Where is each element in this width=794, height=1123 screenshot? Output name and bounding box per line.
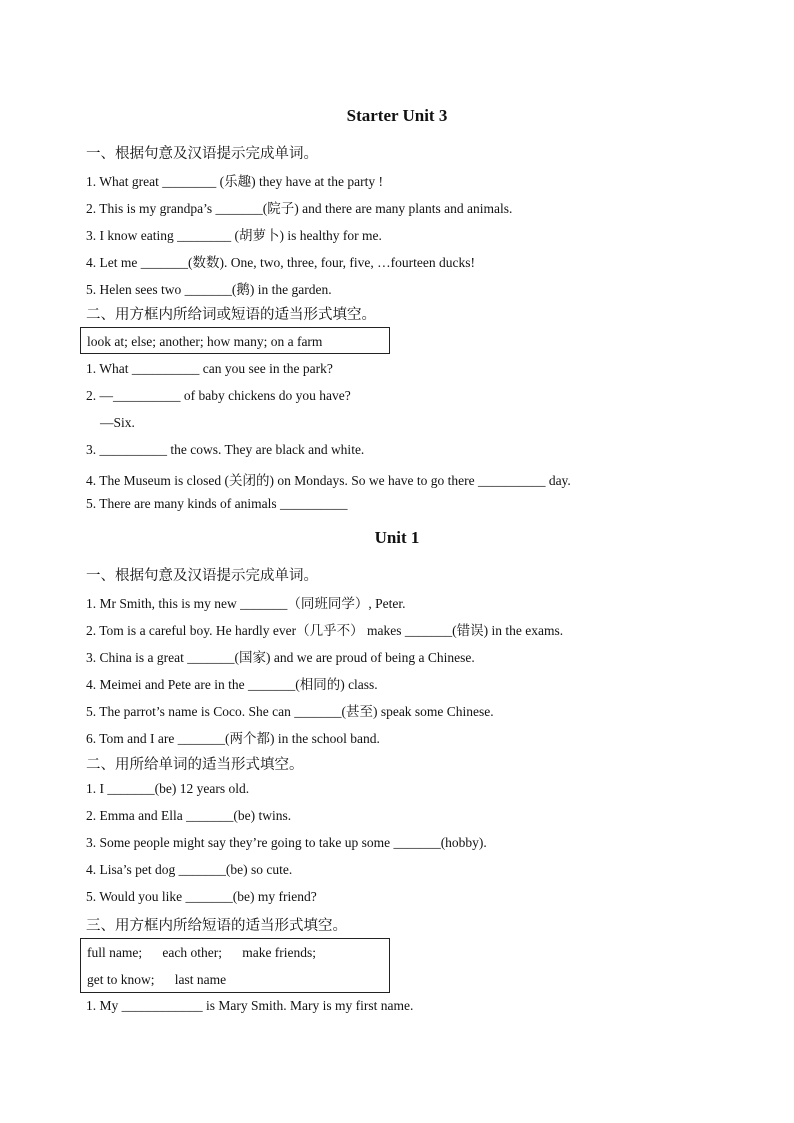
unit1-s2-q2: 2. Emma and Ella _______(be) twins. [86,808,292,823]
starter-s1-q2: 2. This is my grandpa’s _______(院子) and there are many plants and animals. [86,201,513,216]
unit1-section3-heading: 三、用方框内所给短语的适当形式填空。 [86,918,347,934]
unit1-s3-q1: 1. My ____________ is Mary Smith. Mary is my first name. [86,998,414,1013]
unit1-s2-q1: 1. I _______(be) 12 years old. [86,781,250,796]
unit1-phrase-box [80,938,390,993]
starter-s1-q1: 1. What great ________ (乐趣) they have at the party ! [86,174,384,189]
unit1-s1-q5: 5. The parrot’s name is Coco. She can _______(甚至) speak some Chinese. [86,704,494,719]
starter-section1-heading: 一、根据句意及汉语提示完成单词。 [86,146,318,162]
phrase-box-line-2: get to know; last name [87,972,227,987]
starter-s2-q2: 2. —__________ of baby chickens do you have? [86,388,351,403]
unit1-section1-heading: 一、根据句意及汉语提示完成单词。 [86,568,318,584]
starter-s1-q3: 3. I know eating ________ (胡萝卜) is healthy for me. [86,228,382,243]
unit1-s1-q3: 3. China is a great _______(国家) and we are proud of being a Chinese. [86,650,475,665]
starter-s1-q5: 5. Helen sees two _______(鹅) in the garden. [86,282,332,297]
starter-s2-q4: 4. The Museum is closed (关闭的) on Mondays. So we have to go there __________ day. [86,473,571,488]
phrase-box-line-1: full name; each other; make friends; [87,945,317,960]
starter-s1-q4: 4. Let me _______(数数). One, two, three, four, five, …fourteen ducks! [86,255,475,270]
starter-section2-heading: 二、用方框内所给词或短语的适当形式填空。 [86,307,376,323]
unit1-s2-q5: 5. Would you like _______(be) my friend? [86,889,317,904]
starter-s2-q3: 3. __________ the cows. They are black and white. [86,442,365,457]
starter-word-box [80,327,390,354]
starter-s2-q1: 1. What __________ can you see in the park? [86,361,333,376]
unit1-s1-q1: 1. Mr Smith, this is my new _______（同班同学）, Peter. [86,596,406,611]
word-box-line: look at; else; another; how many; on a farm [87,334,323,349]
starter-unit-title: Starter Unit 3 [346,106,448,125]
starter-s2-q2-answer: —Six. [100,415,135,430]
unit1-s1-q6: 6. Tom and I are _______(两个都) in the school band. [86,731,380,746]
unit1-s2-q4: 4. Lisa’s pet dog _______(be) so cute. [86,862,293,877]
unit1-s1-q4: 4. Meimei and Pete are in the _______(相同的) class. [86,677,378,692]
unit1-s2-q3: 3. Some people might say they’re going to take up some _______(hobby). [86,835,487,850]
unit1-title: Unit 1 [374,528,420,547]
starter-s2-q5: 5. There are many kinds of animals __________ [86,496,348,511]
unit1-s1-q2: 2. Tom is a careful boy. He hardly ever（几乎不） makes _______(错误) in the exams. [86,623,564,638]
unit1-section2-heading: 二、用所给单词的适当形式填空。 [86,757,304,773]
